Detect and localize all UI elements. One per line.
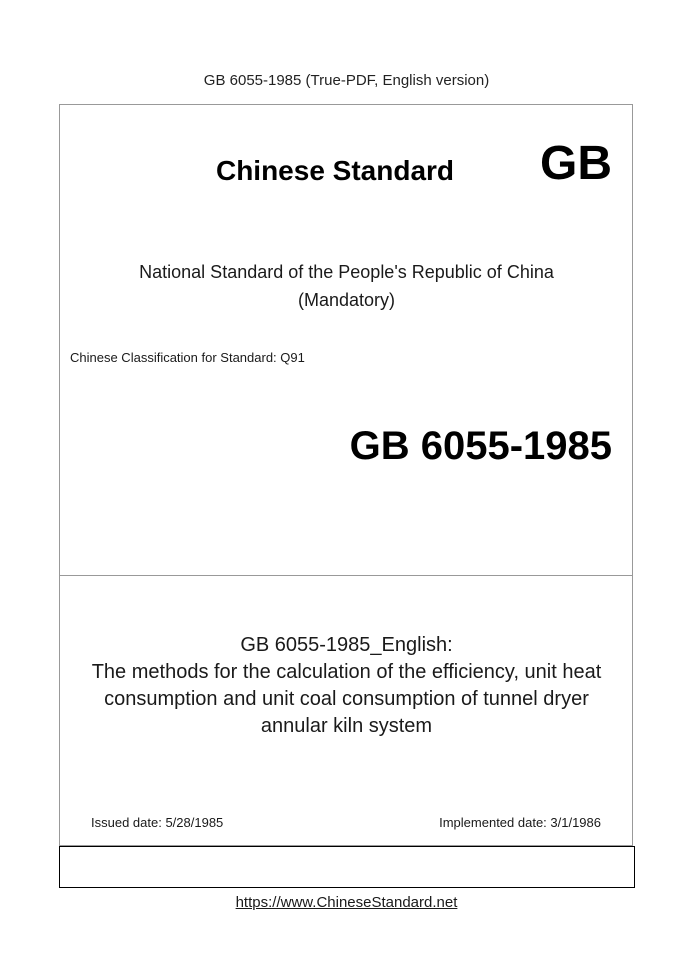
title-line: GB 6055-1985_English:: [240, 634, 453, 656]
website-link[interactable]: https://www.ChineseStandard.net: [235, 894, 458, 911]
issued-date: Issued date: 5/28/1985: [91, 815, 224, 830]
page-header: GB 6055-1985 (True-PDF, English version): [203, 72, 490, 89]
cover-footer-frame: [59, 846, 635, 888]
standard-number: GB 6055-1985: [349, 424, 612, 468]
classification-text: Chinese Classification for Standard: Q91: [70, 350, 305, 365]
national-standard-line: National Standard of the People's Republic of China: [139, 262, 554, 282]
implemented-date: Implemented date: 3/1/1986: [439, 815, 601, 830]
title-line: The methods for the calculation of the efficiency, unit heat: [91, 661, 602, 683]
gb-mark: GB: [540, 137, 612, 190]
mandatory-label: (Mandatory): [297, 290, 396, 310]
title-line: annular kiln system: [260, 715, 433, 737]
cover-heading: Chinese Standard: [215, 155, 455, 186]
document-title: [70, 632, 623, 740]
title-line: consumption and unit coal consumption of tunnel dryer: [104, 688, 589, 710]
national-standard-block: [0, 258, 693, 314]
